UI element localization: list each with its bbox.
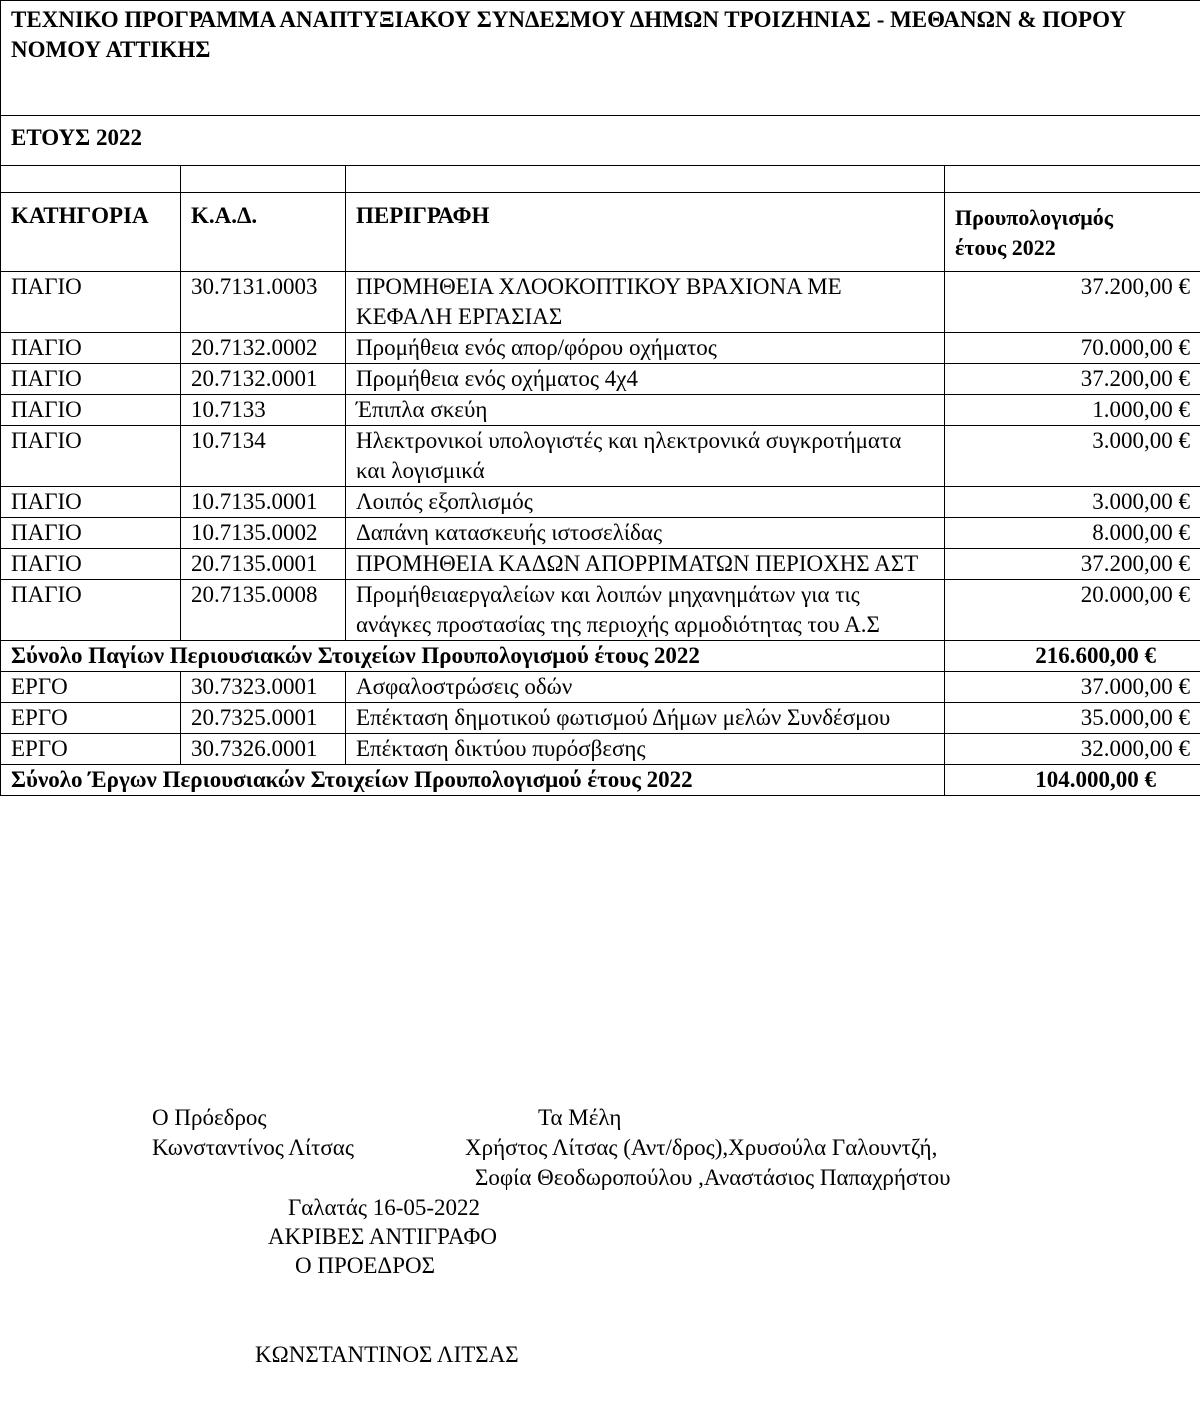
table-row — [1, 487, 1200, 518]
cell-description: Προμήθεια ενός οχήματος 4χ4 — [346, 364, 945, 395]
cell-amount: 8.000,00 € — [945, 518, 1200, 549]
header-budget-line2: έτους 2022 — [955, 235, 1056, 260]
table-row — [1, 580, 1200, 641]
cell-description: Λοιπός εξοπλισμός — [346, 487, 945, 518]
cell-category: ΠΑΓΙΟ — [1, 395, 181, 426]
cell-kad: 20.7135.0001 — [181, 549, 346, 580]
header-budget — [945, 193, 1200, 272]
table-row — [1, 272, 1200, 333]
cell-description: Ηλεκτρονικοί υπολογιστές και ηλεκτρονικά συγκροτήματα και λογισμικά — [346, 426, 945, 487]
table-row — [1, 333, 1200, 364]
cell-category: ΕΡΓΟ — [1, 703, 181, 734]
cell-description: Ασφαλοστρώσεις οδών — [346, 672, 945, 703]
header-category: ΚΑΤΗΓΟΡΙΑ — [1, 193, 181, 272]
cell-category: ΠΑΓΙΟ — [1, 364, 181, 395]
cell-amount: 70.000,00 € — [945, 333, 1200, 364]
header-kad: Κ.Α.Δ. — [181, 193, 346, 272]
members-title: Τα Μέλη — [538, 1105, 622, 1130]
signer-name: ΚΩΝΣΤΑΝΤΙΝΟΣ ΛΙΤΣΑΣ — [255, 1342, 519, 1367]
cell-description: Προμήθειαεργαλείων και λοιπών μηχανημάτων για τις ανάγκες προστασίας της περιοχής αρμοδιότητας του Α.Σ — [346, 580, 945, 641]
cell-kad: 20.7135.0008 — [181, 580, 346, 641]
cell-description: Προμήθεια ενός απορ/φόρου οχήματος — [346, 333, 945, 364]
header-description: ΠΕΡΙΓΡΑΦΗ — [346, 193, 945, 272]
title-row — [1, 1, 1200, 116]
total-fixed-label: Σύνολο Παγίων Περιουσιακών Στοιχείων Προυπολογισμού έτους 2022 — [1, 641, 945, 672]
cell-amount: 37.200,00 € — [945, 364, 1200, 395]
total-fixed-amount: 216.600,00 € — [945, 641, 1200, 672]
cell-category: ΠΑΓΙΟ — [1, 518, 181, 549]
cell-kad: 30.7131.0003 — [181, 272, 346, 333]
cell-category: ΠΑΓΙΟ — [1, 333, 181, 364]
spacer-row — [1, 166, 1200, 193]
cell-amount: 3.000,00 € — [945, 487, 1200, 518]
table-row — [1, 672, 1200, 703]
cell-category: ΠΑΓΙΟ — [1, 549, 181, 580]
year-label: ΕΤΟΥΣ 2022 — [1, 116, 1200, 166]
place-date: Γαλατάς 16-05-2022 — [288, 1195, 481, 1220]
cell-kad: 20.7132.0001 — [181, 364, 346, 395]
table-row — [1, 734, 1200, 765]
cell-amount: 37.000,00 € — [945, 672, 1200, 703]
cell-kad: 10.7135.0002 — [181, 518, 346, 549]
table-row — [1, 703, 1200, 734]
table-row — [1, 364, 1200, 395]
true-copy-label: ΑΚΡΙΒΕΣ ΑΝΤΙΓΡΑΦΟ — [268, 1224, 497, 1249]
cell-amount: 35.000,00 € — [945, 703, 1200, 734]
cell-category: ΕΡΓΟ — [1, 672, 181, 703]
table-row — [1, 549, 1200, 580]
cell-amount: 3.000,00 € — [945, 426, 1200, 487]
total-fixed-row — [1, 641, 1200, 672]
cell-category: ΠΑΓΙΟ — [1, 580, 181, 641]
total-works-label: Σύνολο Έργων Περιουσιακών Στοιχείων Προυπολογισμού έτους 2022 — [1, 765, 945, 796]
table-row — [1, 518, 1200, 549]
president-caps: Ο ΠΡΟΕΔΡΟΣ — [295, 1253, 435, 1278]
cell-amount: 37.200,00 € — [945, 272, 1200, 333]
cell-description: ΠΡΟΜΗΘΕΙΑ ΚΑΔΩΝ ΑΠΟΡΡΙΜΑΤΩΝ ΠΕΡΙΟΧΗΣ ΑΣΤ — [346, 549, 945, 580]
total-works-amount: 104.000,00 € — [945, 765, 1200, 796]
document-title: ΤΕΧΝΙΚΟ ΠΡΟΓΡΑΜΜΑ ΑΝΑΠΤΥΞΙΑΚΟΥ ΣΥΝΔΕΣΜΟΥ ΔΗΜΩΝ ΤΡΟΙΖΗΝΙΑΣ - ΜΕΘΑΝΩΝ & ΠΟΡΟΥ ΝΟΜΟΥ ΑΤΤΙΚΗΣ — [1, 1, 1200, 116]
cell-amount: 32.000,00 € — [945, 734, 1200, 765]
cell-kad: 20.7325.0001 — [181, 703, 346, 734]
cell-description: Επέκταση δημοτικού φωτισμού Δήμων μελών Συνδέσμου — [346, 703, 945, 734]
cell-amount: 37.200,00 € — [945, 549, 1200, 580]
table-header-row — [1, 193, 1200, 272]
cell-kad: 10.7134 — [181, 426, 346, 487]
cell-description: Επέκταση δικτύου πυρόσβεσης — [346, 734, 945, 765]
members-line1: Χρήστος Λίτσας (Αντ/δρος),Χρυσούλα Γαλουντζή, — [465, 1135, 938, 1160]
president-title: Ο Πρόεδρος — [152, 1105, 267, 1130]
total-works-row — [1, 765, 1200, 796]
cell-category: ΕΡΓΟ — [1, 734, 181, 765]
president-name: Κωνσταντίνος Λίτσας — [152, 1135, 354, 1160]
table-row — [1, 395, 1200, 426]
table-row — [1, 426, 1200, 487]
cell-description: Έπιπλα σκεύη — [346, 395, 945, 426]
cell-category: ΠΑΓΙΟ — [1, 272, 181, 333]
cell-kad: 30.7326.0001 — [181, 734, 346, 765]
cell-amount: 1.000,00 € — [945, 395, 1200, 426]
cell-category: ΠΑΓΙΟ — [1, 487, 181, 518]
cell-kad: 20.7132.0002 — [181, 333, 346, 364]
members-line2: Σοφία Θεοδωροπούλου ,Αναστάσιος Παπαχρήστου — [475, 1165, 951, 1190]
cell-description: ΠΡΟΜΗΘΕΙΑ ΧΛΟΟΚΟΠΤΙΚΟΥ ΒΡΑΧΙΟΝΑ ΜΕ ΚΕΦΑΛΗ ΕΡΓΑΣΙΑΣ — [346, 272, 945, 333]
cell-description: Δαπάνη κατασκευής ιστοσελίδας — [346, 518, 945, 549]
header-budget-line1: Προυπολογισμός — [955, 205, 1113, 230]
cell-category: ΠΑΓΙΟ — [1, 426, 181, 487]
cell-amount: 20.000,00 € — [945, 580, 1200, 641]
cell-kad: 30.7323.0001 — [181, 672, 346, 703]
year-row — [1, 116, 1200, 166]
cell-kad: 10.7135.0001 — [181, 487, 346, 518]
cell-kad: 10.7133 — [181, 395, 346, 426]
